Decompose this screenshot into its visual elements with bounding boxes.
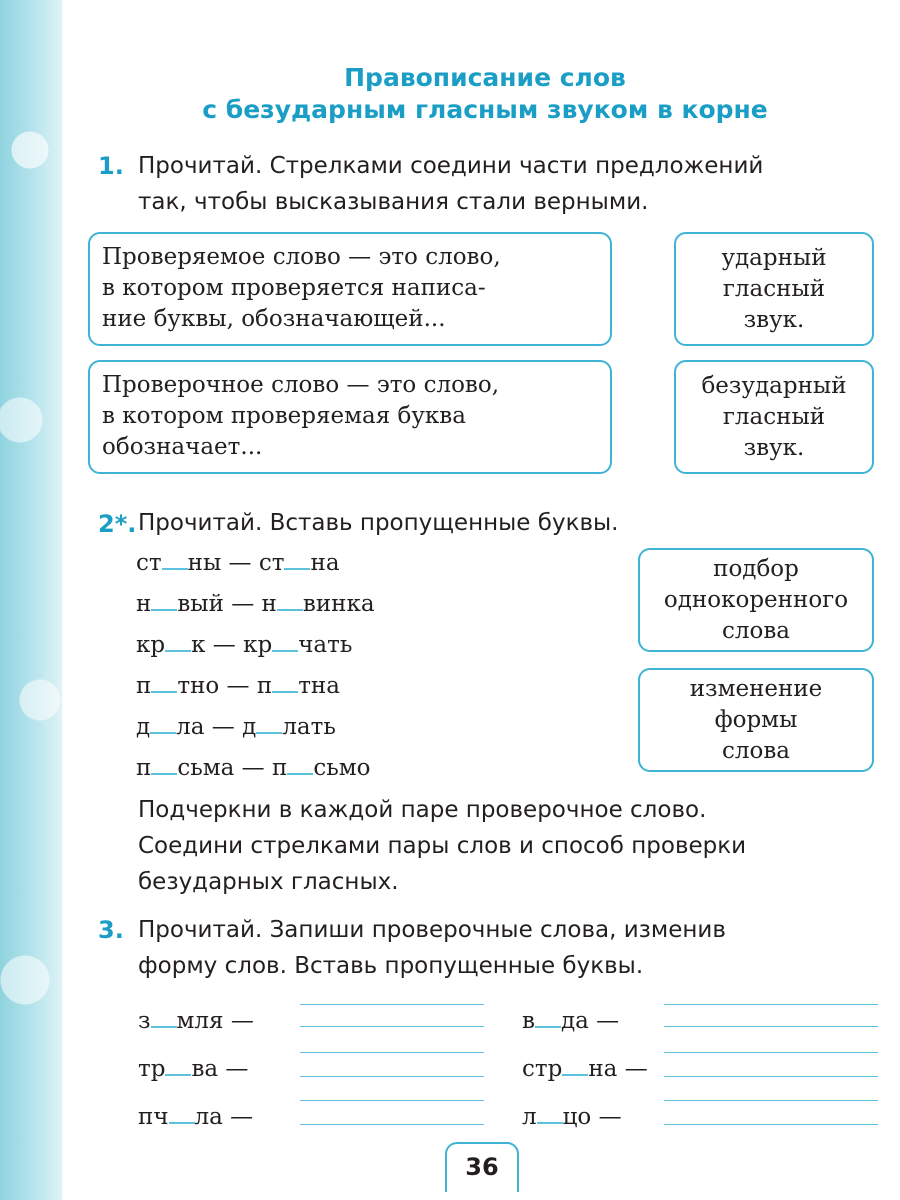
box-line: гласный — [722, 403, 826, 430]
word-pair: н вый — н винка — [136, 591, 375, 617]
box-line: Проверочное слово — это слово, — [102, 372, 500, 398]
task2-instr2: Соедини стрелками пары слов и способ проверки — [138, 833, 747, 859]
word-item: в да — — [522, 1008, 620, 1034]
decorative-side-strip — [0, 0, 62, 1200]
letter-blank[interactable] — [162, 548, 188, 570]
task2-instruction: Прочитай. Вставь пропущенные буквы. — [138, 510, 619, 536]
answer-box-stressed-vowel[interactable] — [674, 232, 874, 346]
letter-blank[interactable] — [562, 1054, 588, 1076]
answer-line[interactable] — [664, 1076, 878, 1077]
letter-blank[interactable] — [151, 589, 177, 611]
answer-line[interactable] — [300, 1052, 484, 1053]
word-item: пч ла — — [138, 1104, 254, 1130]
answer-line[interactable] — [300, 1076, 484, 1077]
task1-line1: Прочитай. Стрелками соедини части предложений — [138, 153, 764, 179]
box-line: слова — [721, 737, 790, 764]
word-item: стр на — — [522, 1056, 648, 1082]
letter-blank[interactable] — [151, 1006, 177, 1028]
letter-blank[interactable] — [169, 1102, 195, 1124]
task2-number: 2*. — [98, 510, 137, 538]
task3-line2: форму слов. Вставь пропущенные буквы. — [138, 953, 644, 979]
letter-blank[interactable] — [256, 712, 282, 734]
method-box-word-form[interactable] — [638, 668, 874, 772]
box-line: ние буквы, обозначающей... — [102, 306, 446, 332]
box-line: формы — [714, 706, 798, 733]
word-pair: кр к — кр чать — [136, 632, 353, 658]
box-line: гласный — [722, 275, 826, 302]
page-number: 36 — [445, 1142, 519, 1192]
box-line: изменение — [689, 675, 823, 702]
task1-number: 1. — [98, 152, 124, 180]
task3-number: 3. — [98, 916, 124, 944]
letter-blank[interactable] — [537, 1102, 563, 1124]
word-pair: ст ны — ст на — [136, 550, 340, 576]
word-pair: п тно — п тна — [136, 673, 340, 699]
page-subtitle: с безударным гласным звуком в корне — [202, 95, 768, 124]
box-line: звук. — [743, 306, 805, 333]
box-line: однокоренного — [663, 586, 849, 613]
letter-blank[interactable] — [535, 1006, 561, 1028]
answer-line[interactable] — [300, 1100, 484, 1101]
task2-instr3: безударных гласных. — [138, 869, 399, 895]
box-line: подбор — [713, 555, 799, 582]
word-pair: п сьма — п сьмо — [136, 755, 371, 781]
task2-followup — [138, 792, 878, 900]
letter-blank[interactable] — [277, 589, 303, 611]
letter-blank[interactable] — [284, 548, 310, 570]
answer-line[interactable] — [300, 1004, 484, 1005]
word-pair: д ла — д лать — [136, 714, 336, 740]
answer-line[interactable] — [664, 1124, 878, 1125]
task3-instruction — [138, 912, 878, 984]
task1-instruction — [138, 148, 878, 220]
method-box-same-root[interactable] — [638, 548, 874, 652]
word-item: л цо — — [522, 1104, 622, 1130]
letter-blank[interactable] — [165, 630, 191, 652]
letter-blank[interactable] — [165, 1054, 191, 1076]
answer-line[interactable] — [300, 1124, 484, 1125]
box-line: в котором проверяемая буква — [102, 403, 466, 429]
task1-line2: так, чтобы высказывания стали верными. — [138, 189, 649, 215]
box-line: звук. — [743, 434, 805, 461]
box-line: безударный — [701, 372, 847, 399]
page-title: Правописание слов — [344, 63, 626, 92]
letter-blank[interactable] — [287, 753, 313, 775]
answer-line[interactable] — [664, 1100, 878, 1101]
answer-line[interactable] — [664, 1004, 878, 1005]
answer-box-unstressed-vowel[interactable] — [674, 360, 874, 474]
letter-blank[interactable] — [272, 671, 298, 693]
letter-blank[interactable] — [151, 671, 177, 693]
box-line: Проверяемое слово — это слово, — [102, 244, 501, 270]
answer-line[interactable] — [664, 1052, 878, 1053]
task2-instr1: Подчеркни в каждой паре проверочное слово. — [138, 797, 707, 823]
box-line: слова — [721, 617, 790, 644]
word-item: тр ва — — [138, 1056, 249, 1082]
answer-line[interactable] — [300, 1026, 484, 1027]
task3-line1: Прочитай. Запиши проверочные слова, изменив — [138, 917, 726, 943]
box-line: обозначает... — [102, 434, 263, 460]
box-line: ударный — [721, 244, 827, 271]
definition-box-checked-word — [88, 232, 612, 346]
letter-blank[interactable] — [272, 630, 298, 652]
definition-box-checking-word — [88, 360, 612, 474]
box-line: в котором проверяется написа- — [102, 275, 486, 301]
answer-line[interactable] — [664, 1026, 878, 1027]
letter-blank[interactable] — [151, 753, 177, 775]
letter-blank[interactable] — [150, 712, 176, 734]
word-item: з мля — — [138, 1008, 254, 1034]
